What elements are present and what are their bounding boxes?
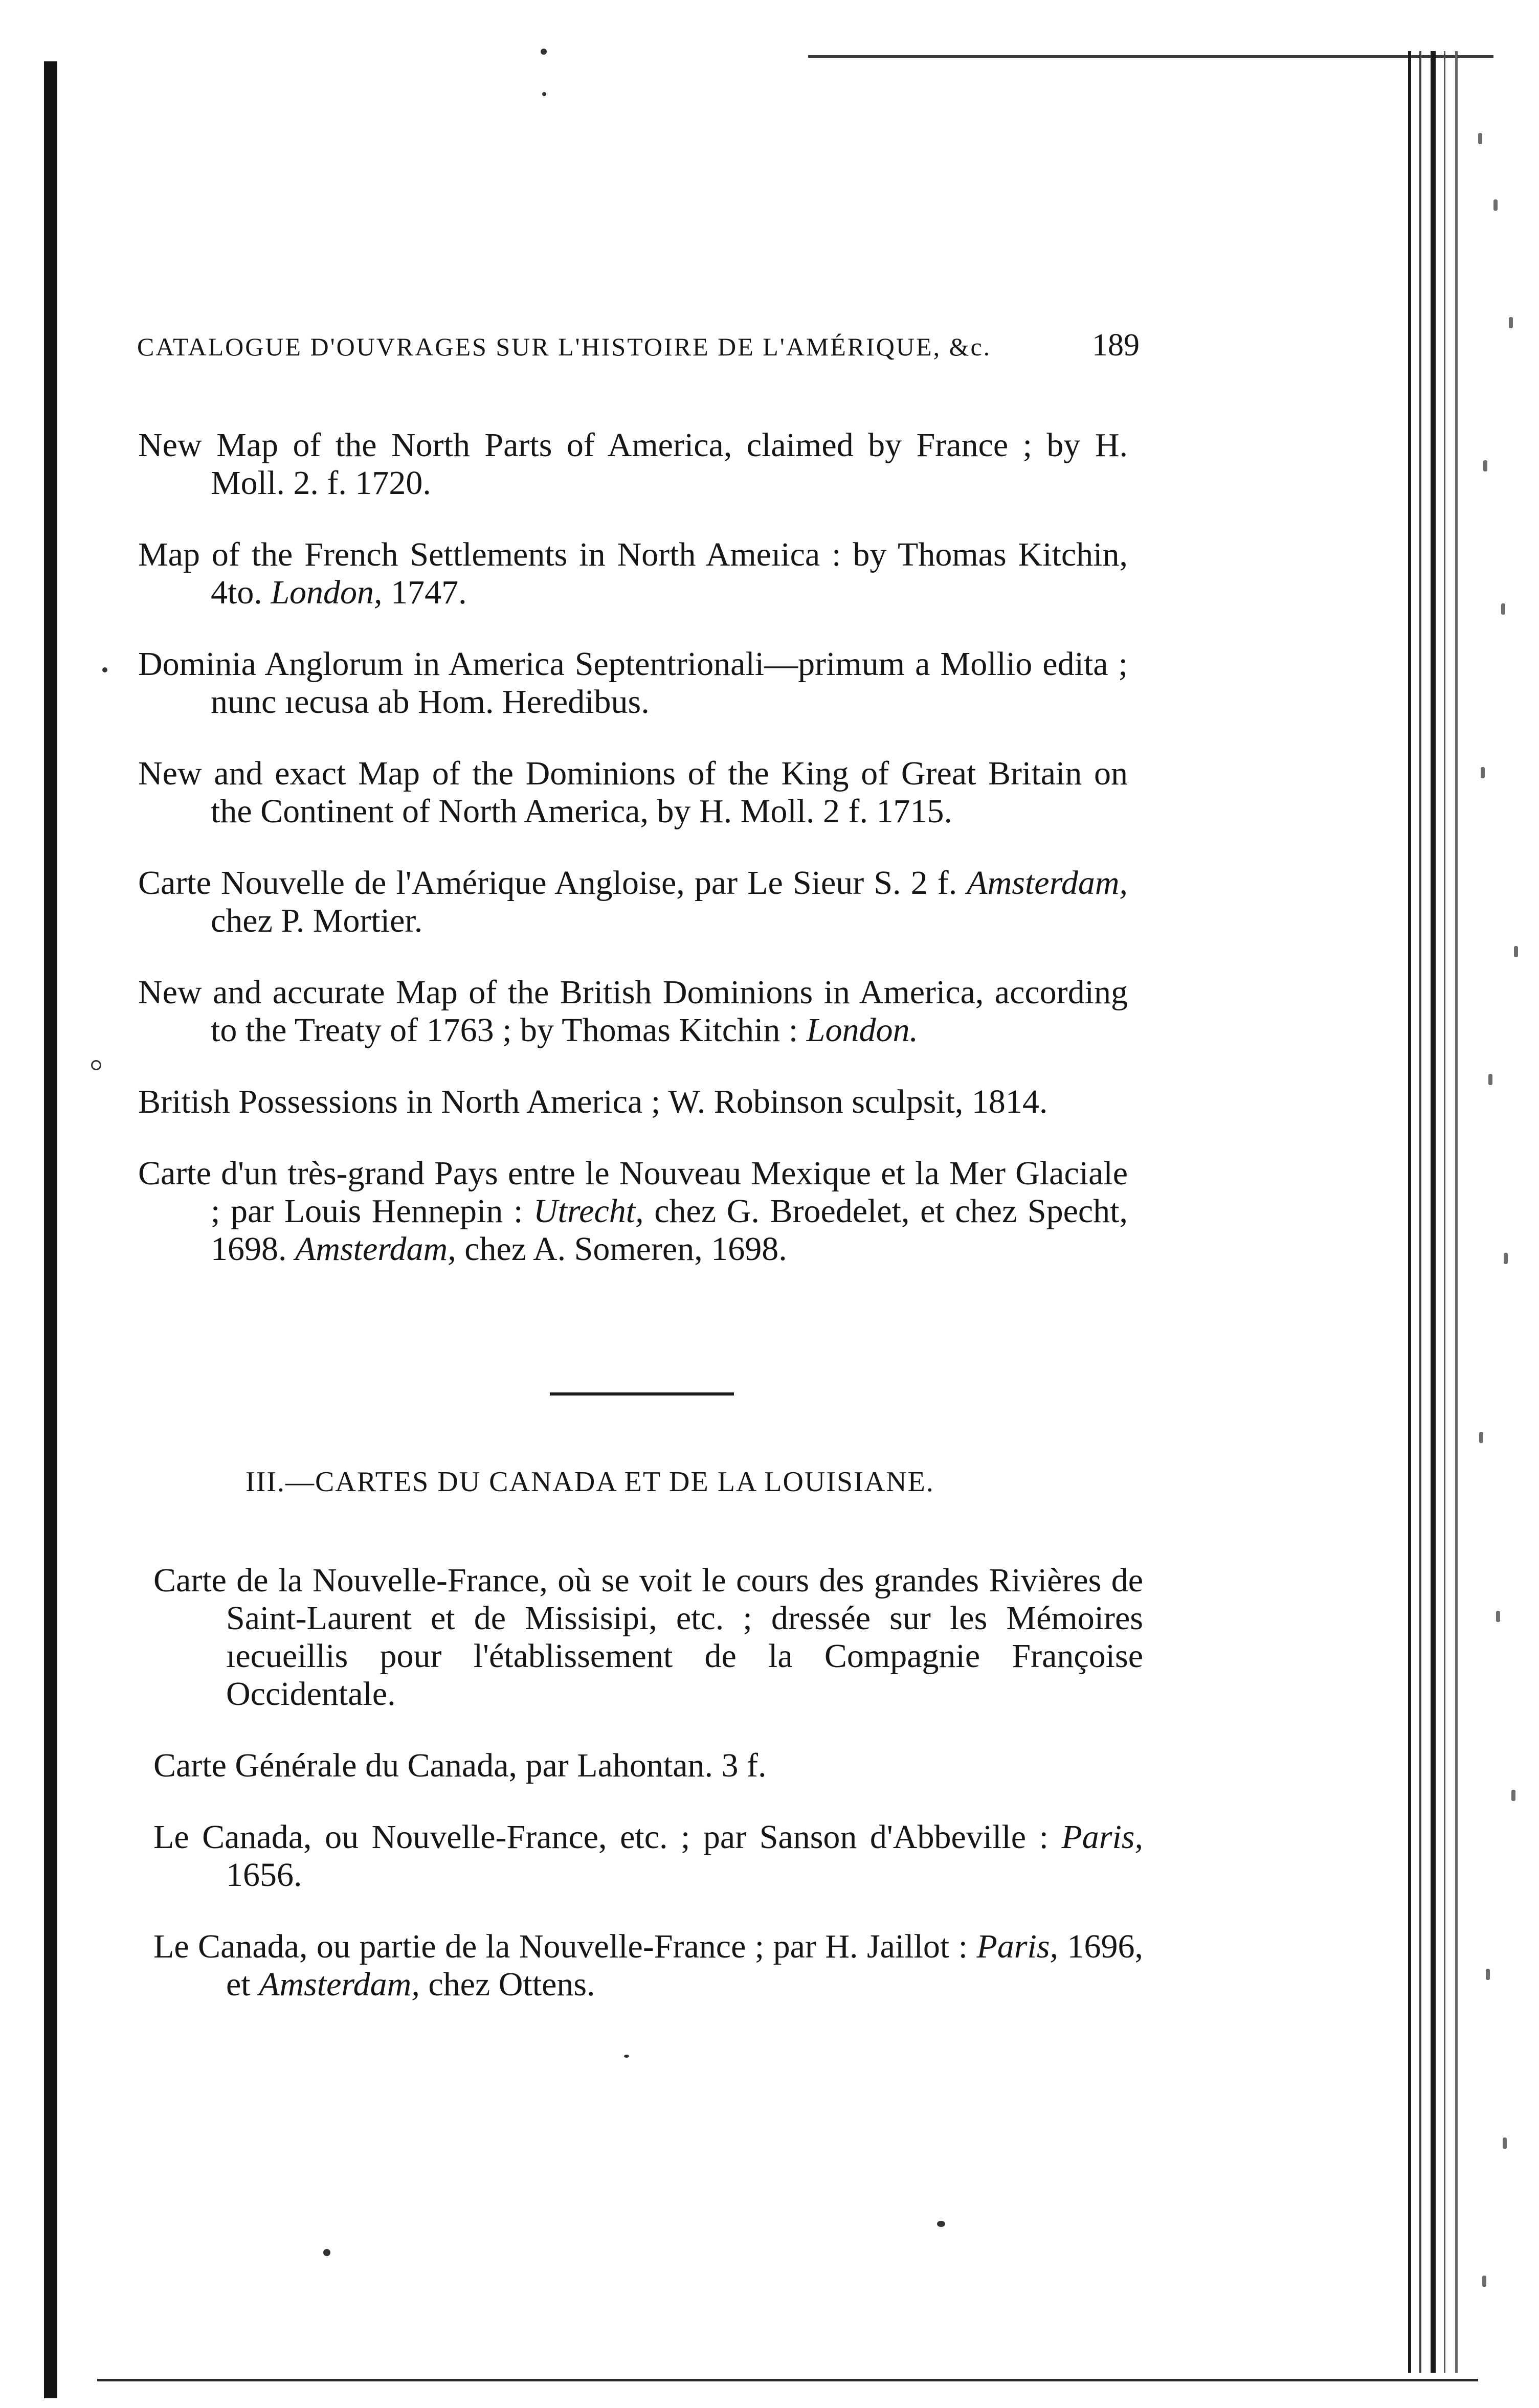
entry-text: Carte de la Nouvelle-France, où se voit le cours des grandes Rivières de Saint-Laurent et de Missisipi, etc. ; dressée sur les Mémoires ıecueillis pour l'établissement de la Compagnie Françoise Occidentale.: [153, 1562, 1143, 1713]
entry-place-italic: Paris,: [976, 1928, 1059, 1965]
entry-place-italic: Amsterdam,: [295, 1230, 456, 1268]
speck: [542, 92, 546, 96]
entry-text: Carte d'un très-grand Pays entre le Nouveau Mexique et la Mer Glaciale ; par Louis Hennepin :: [138, 1155, 1128, 1230]
entry-place-italic: Paris,: [1061, 1818, 1143, 1856]
binding-edge: [44, 61, 57, 2398]
page-right-edge: [1404, 51, 1470, 2373]
speck: [541, 49, 547, 55]
entry-text: Dominia Anglorum in America Septentrionali—primum a Mollio edita ; nunc ıecusa ab Hom. Heredibus.: [138, 645, 1128, 721]
entry-place-italic: Utrecht,: [533, 1192, 644, 1230]
section-heading: III.—CARTES DU CANADA ET DE LA LOUISIANE.: [246, 1466, 934, 1498]
catalogue-entry: [138, 536, 1128, 612]
entry-text: New and accurate Map of the British Dominions in America, according to the Treaty of 1763 ; by Thomas Kitchin :: [138, 974, 1128, 1049]
entry-text: chez Ottens.: [419, 1966, 595, 2003]
page-top-edge: [808, 55, 1493, 58]
entry-text: chez P. Mortier.: [211, 902, 423, 939]
entry-text: British Possessions in North America ; W. Robinson sculpsit, 1814.: [138, 1083, 1048, 1120]
entry-text: Map of the French Settlements in North Ameıica : by Thomas Kitchin, 4to.: [138, 536, 1128, 611]
entry-text: 1656.: [226, 1856, 302, 1894]
catalogue-entry: [138, 645, 1128, 721]
catalogue-entry: [138, 1083, 1128, 1121]
entry-text: Le Canada, ou partie de la Nouvelle-France ; par H. Jaillot :: [153, 1928, 977, 1965]
page-number: 189: [1092, 328, 1140, 363]
speck: [937, 2221, 945, 2227]
speck: [91, 1060, 101, 1070]
catalogue-entry: [153, 1928, 1143, 2004]
entry-text: Le Canada, ou Nouvelle-France, etc. ; par Sanson d'Abbeville :: [153, 1818, 1062, 1856]
catalogue-entry: [138, 1155, 1128, 1268]
catalogue-entry: [153, 1818, 1143, 1894]
speck: [102, 667, 107, 672]
speck: [624, 2055, 629, 2058]
catalogue-entry: [138, 755, 1128, 830]
header-title: CATALOGUE D'OUVRAGES SUR L'HISTOIRE DE L'AMÉRIQUE, &c.: [137, 332, 992, 361]
entry-place-italic: Amsterdam,: [259, 1966, 420, 2003]
entry-text: Carte Nouvelle de l'Amérique Angloise, par Le Sieur S. 2 f.: [138, 864, 967, 902]
canada-entries: [153, 1528, 1143, 2027]
edge-noise: [1473, 102, 1524, 2352]
catalogue-entries: [138, 393, 1128, 1291]
entry-text: chez G. Broedelet, et chez Specht, 1698.: [211, 1192, 1128, 1268]
entry-text: Carte Générale du Canada, par Lahontan. 3 f.: [153, 1747, 767, 1784]
entry-place-italic: London.: [806, 1011, 918, 1049]
entry-place-italic: London,: [271, 574, 383, 611]
speck: [323, 2249, 330, 2256]
page-bottom-edge: [97, 2379, 1478, 2381]
entry-text: 1696, et: [226, 1928, 1143, 2003]
section-divider: [550, 1392, 734, 1396]
entry-text: New and exact Map of the Dominions of the King of Great Britain on the Continent of North America, by H. Moll. 2 f. 1715.: [138, 755, 1128, 830]
catalogue-entry: [138, 974, 1128, 1049]
catalogue-entry: [138, 864, 1128, 940]
catalogue-entry: [153, 1747, 1143, 1785]
catalogue-entry: [153, 1562, 1143, 1713]
entry-text: 1747.: [382, 574, 467, 611]
catalogue-entry: [138, 426, 1128, 502]
entry-place-italic: Amsterdam,: [967, 864, 1128, 902]
entry-text: New Map of the North Parts of America, claimed by France ; by H. Moll. 2. f. 1720.: [138, 426, 1128, 502]
entry-text: chez A. Someren, 1698.: [456, 1230, 787, 1268]
running-header: [137, 327, 1140, 373]
